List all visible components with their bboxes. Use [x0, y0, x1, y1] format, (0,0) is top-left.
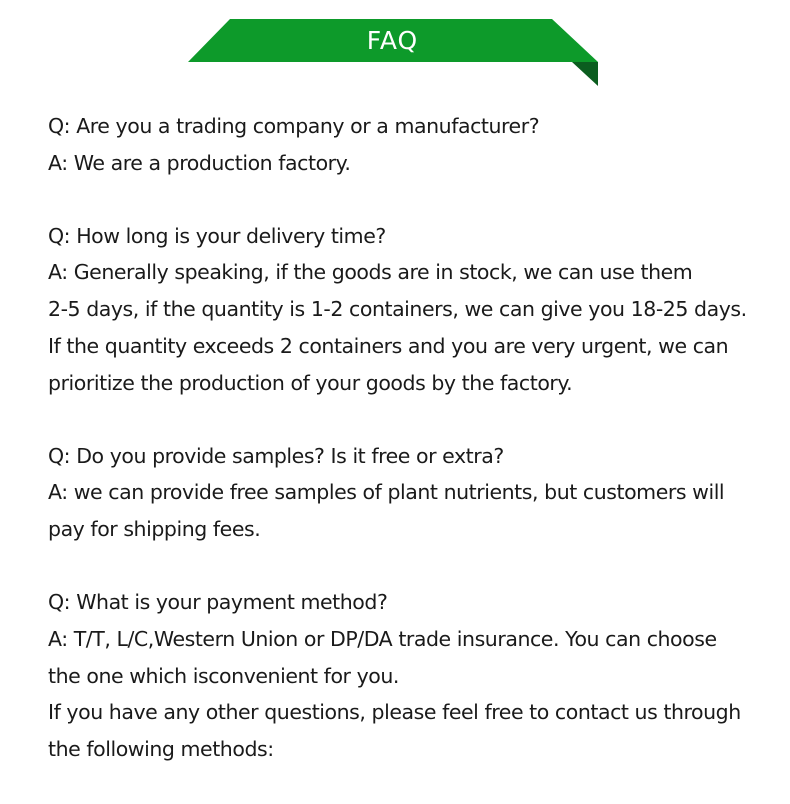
faq-answer: A: We are a production factory.	[48, 150, 351, 175]
faq-item-payment-method	[48, 584, 768, 768]
faq-question: Q: How long is your delivery time?	[48, 223, 386, 248]
faq-answer-line: 2-5 days, if the quantity is 1-2 containers, we can give you 18-25 days.	[48, 297, 747, 322]
faq-question: Q: Are you a trading company or a manufacturer?	[48, 114, 540, 138]
faq-answer-line: A: T/T, L/C,Western Union or DP/DA trade insurance. You can choose	[48, 626, 717, 651]
faq-item-samples	[48, 438, 768, 548]
faq-question: Q: What is your payment method?	[48, 589, 388, 614]
faq-item-trading-company	[48, 108, 768, 182]
faq-item-delivery-time	[48, 218, 768, 402]
faq-answer-line: If the quantity exceeds 2 containers and you are very urgent, we can	[48, 333, 729, 358]
faq-answer-line: A: we can provide free samples of plant nutrients, but customers will	[48, 480, 725, 505]
faq-contact-note: If you have any other questions, please feel free to contact us through	[48, 700, 741, 725]
page-title: FAQ	[366, 26, 419, 55]
faq-banner	[0, 0, 790, 90]
faq-answer-line: the one which isconvenient for you.	[48, 663, 399, 688]
faq-answer-line: pay for shipping fees.	[48, 517, 261, 542]
faq-answer-line: prioritize the production of your goods by the factory.	[48, 370, 573, 395]
faq-list	[48, 108, 768, 804]
faq-question: Q: Do you provide samples? Is it free or extra?	[48, 443, 504, 468]
faq-answer-line: A: Generally speaking, if the goods are in stock, we can use them	[48, 260, 693, 285]
faq-contact-note: the following methods:	[48, 737, 274, 762]
